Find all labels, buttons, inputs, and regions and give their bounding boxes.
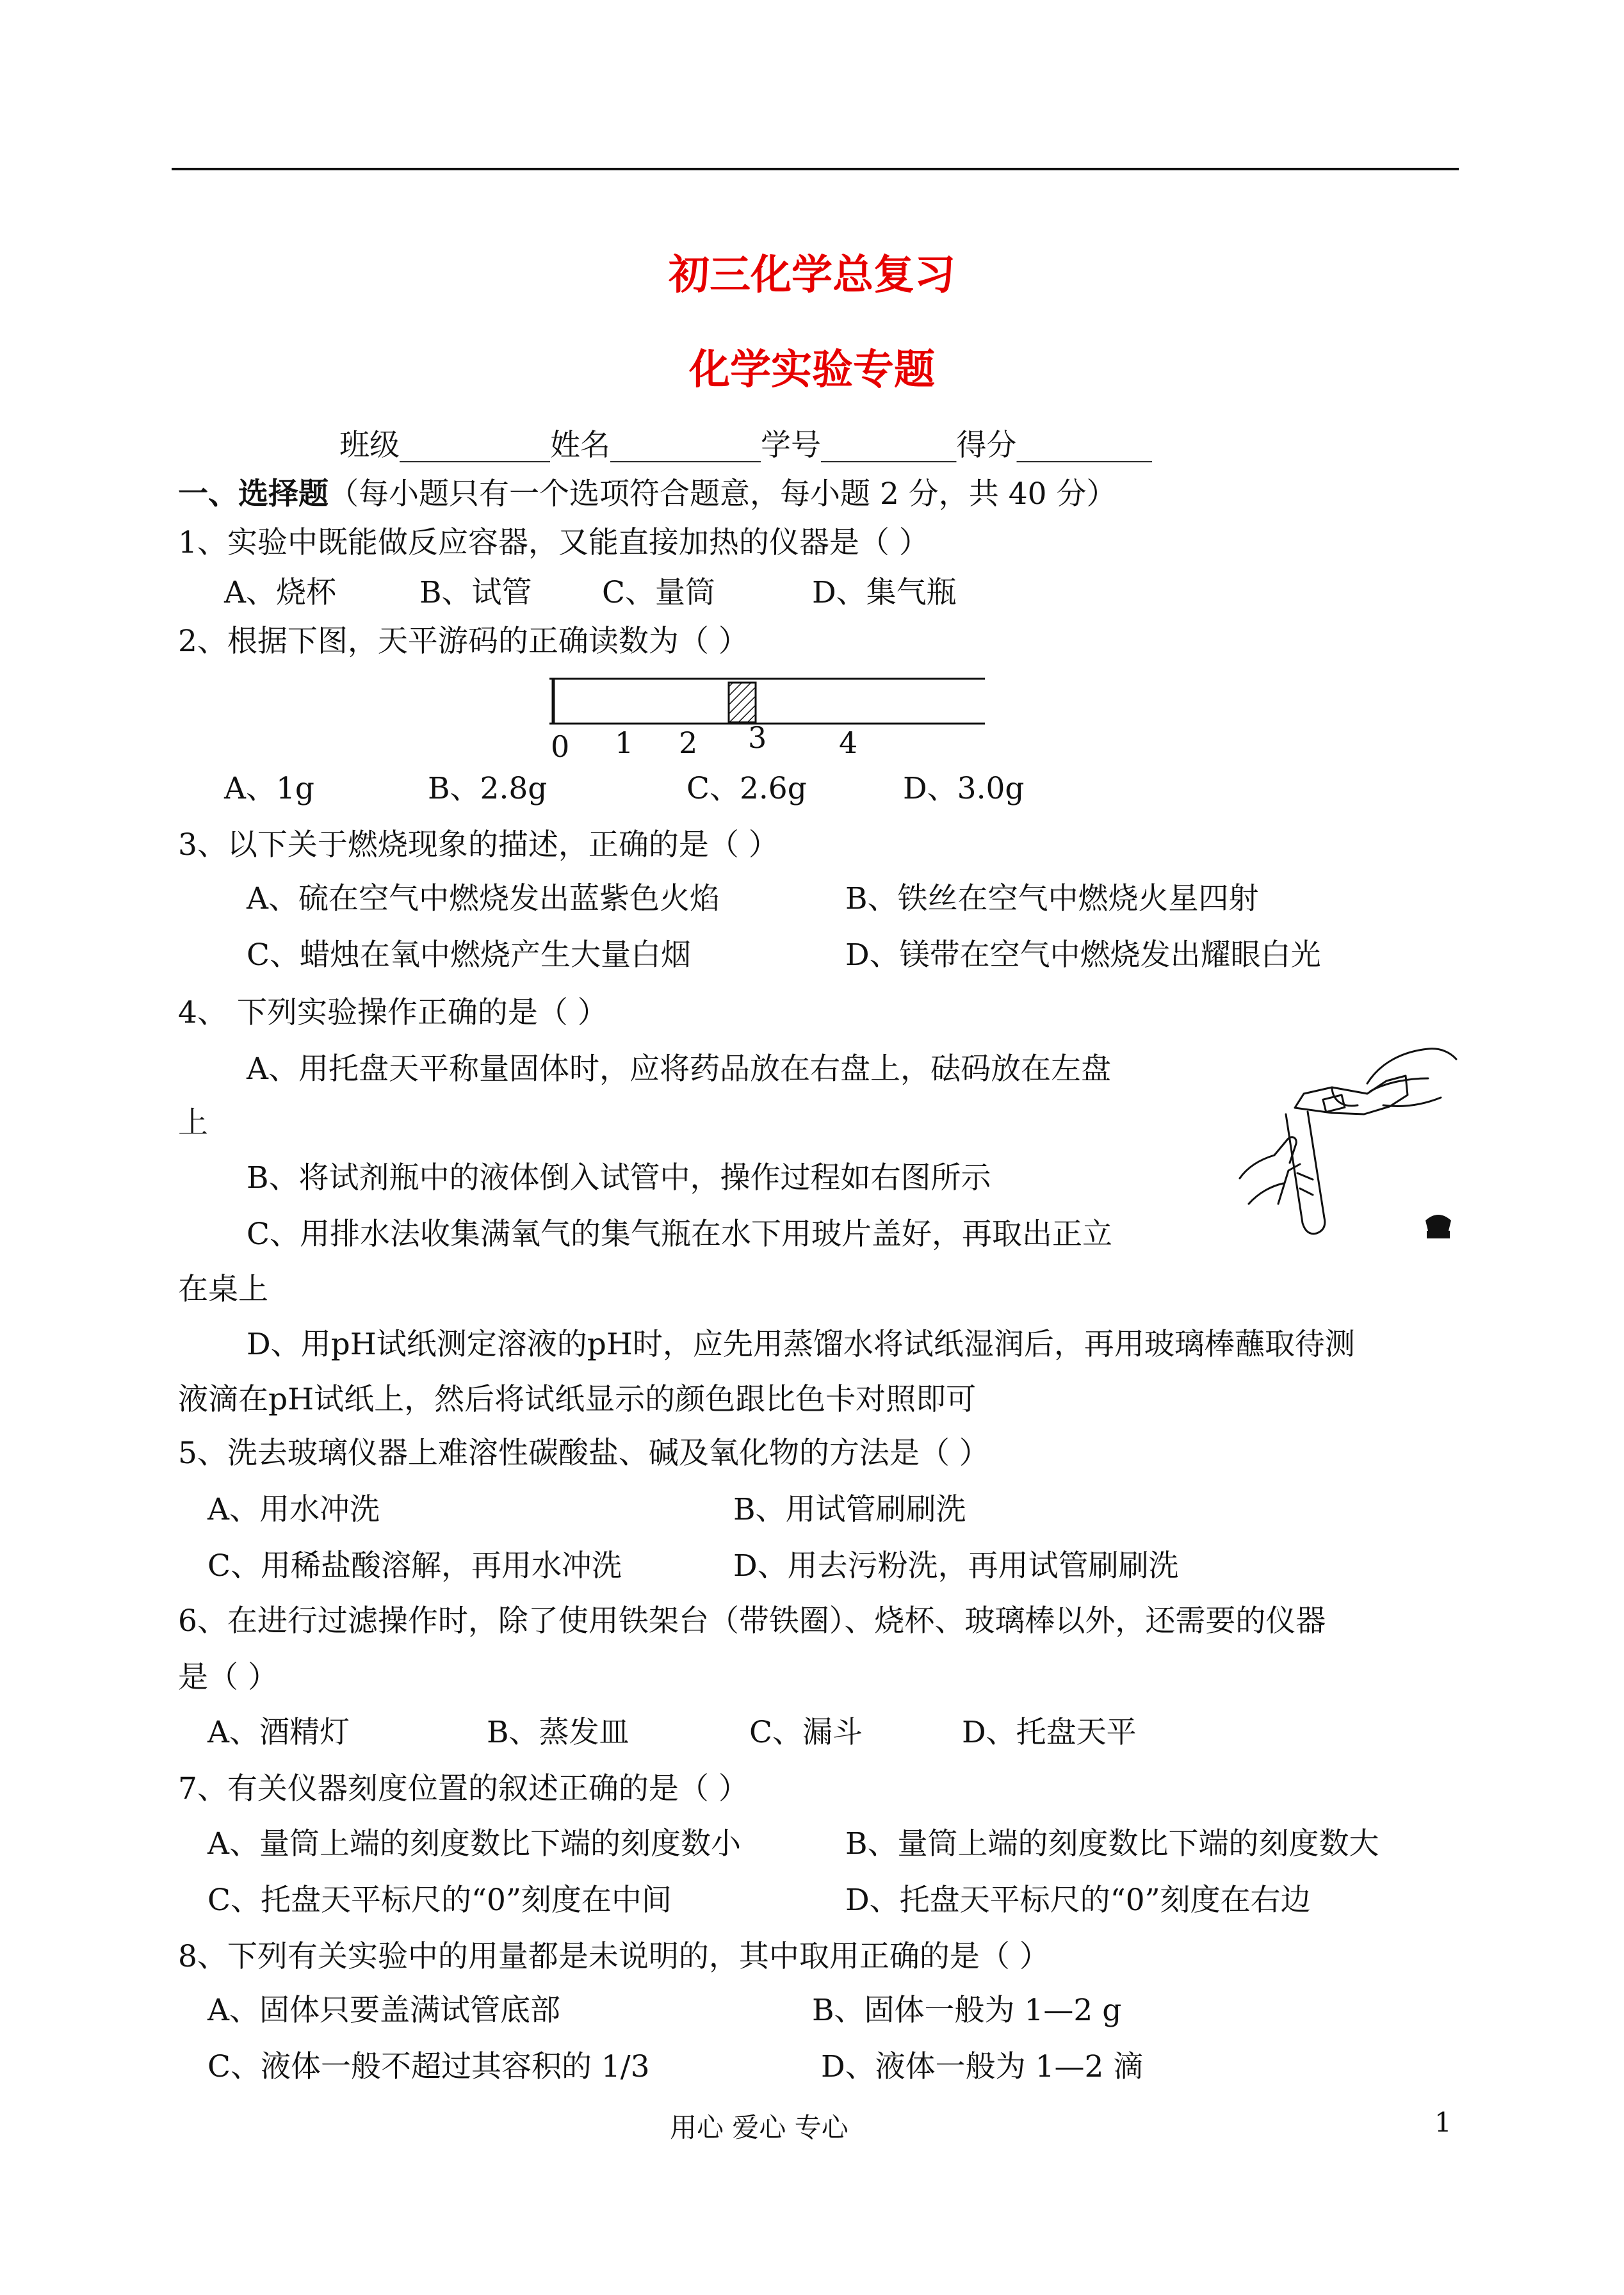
q2-option-c: C、2.6g	[686, 771, 807, 806]
question-3-stem: 3、以下关于燃烧现象的描述，正确的是（ ）	[178, 827, 779, 863]
question-4-stem: 4、 下列实验操作正确的是（ ）	[178, 995, 608, 1030]
scale-label-3: 3	[748, 720, 767, 755]
q5-option-d: D、用去污粉洗，再用试管刷刷洗	[733, 1548, 1179, 1584]
q6-option-d: D、托盘天平	[962, 1715, 1137, 1750]
q4-line-d: D、用pH试纸测定溶液的pH时，应先用蒸馏水将试纸湿润后，再用玻璃棒蘸取待测	[247, 1327, 1355, 1362]
balance-rider-scale-figure	[525, 672, 999, 768]
question-2-stem: 2、根据下图，天平游码的正确读数为（ ）	[178, 624, 749, 659]
q4-line-c: C、用排水法收集满氧气的集气瓶在水下用玻片盖好，再取出正立	[247, 1217, 1112, 1252]
q8-option-a: A、固体只要盖满试管底部	[207, 1993, 560, 2028]
q1-option-c: C、量筒	[602, 575, 715, 610]
q5-option-c: C、用稀盐酸溶解，再用水冲洗	[207, 1548, 622, 1584]
q4-line-a-cont: 上	[178, 1105, 208, 1140]
q6-option-b: B、蒸发皿	[487, 1715, 629, 1750]
section-note: （每小题只有一个选项符合题意，每小题 2 分，共 40 分）	[329, 476, 1117, 512]
q3-option-c: C、蜡烛在氧中燃烧产生大量白烟	[247, 937, 691, 973]
q2-option-a: A、1g	[224, 771, 314, 806]
q7-option-a: A、量筒上端的刻度数比下端的刻度数小	[207, 1826, 741, 1861]
q5-option-a: A、用水冲洗	[207, 1492, 380, 1527]
reagent-bottle	[1295, 1076, 1408, 1114]
question-7-stem: 7、有关仪器刻度位置的叙述正确的是（ ）	[178, 1771, 749, 1806]
scale-label-1: 1	[615, 726, 634, 760]
question-5-stem: 5、洗去玻璃仪器上难溶性碳酸盐、碱及氧化物的方法是（ ）	[178, 1436, 989, 1471]
pouring-liquid-figure	[1236, 1012, 1460, 1242]
q6-option-c: C、漏斗	[749, 1715, 863, 1750]
q4-line-a: A、用托盘天平称量固体时，应将药品放在右盘上，砝码放在左盘	[247, 1051, 1111, 1087]
rider-weight	[729, 683, 756, 722]
q8-option-c: C、液体一般不超过其容积的 1/3	[207, 2049, 650, 2084]
page-number: 1	[1434, 2107, 1452, 2138]
q8-option-d: D、液体一般为 1—2 滴	[821, 2049, 1144, 2084]
q8-option-b: B、固体一般为 1—2 g	[812, 1993, 1122, 2028]
student-info-line: 班级__________姓名__________学号_________得分_________	[339, 428, 1152, 463]
section-heading: 一、选择题	[178, 476, 329, 512]
header-rule	[172, 168, 1459, 170]
q1-option-d: D、集气瓶	[812, 575, 957, 610]
bottle-stopper	[1425, 1215, 1451, 1238]
question-6-stem: 6、在进行过滤操作时，除了使用铁架台（带铁圈）、烧杯、玻璃棒以外，还需要的仪器	[178, 1603, 1326, 1639]
q3-option-a: A、硫在空气中燃烧发出蓝紫色火焰	[247, 881, 720, 916]
q4-line-b: B、将试剂瓶中的液体倒入试管中，操作过程如右图所示	[247, 1160, 991, 1196]
q1-option-b: B、试管	[419, 575, 532, 610]
page-title: 初三化学总复习	[669, 251, 955, 299]
q2-option-d: D、3.0g	[903, 771, 1025, 806]
scale-label-0: 0	[551, 729, 570, 764]
q4-line-c-cont: 在桌上	[178, 1272, 268, 1307]
scale-label-4: 4	[839, 726, 858, 760]
question-8-stem: 8、下列有关实验中的用量都是未说明的，其中取用正确的是（ ）	[178, 1939, 1050, 1974]
question-6-stem-cont: 是（ ）	[178, 1660, 278, 1695]
q1-option-a: A、烧杯	[224, 575, 336, 610]
q5-option-b: B、用试管刷刷洗	[733, 1492, 966, 1527]
section-heading-row	[178, 475, 1116, 514]
scale-label-2: 2	[679, 726, 698, 760]
q6-option-a: A、酒精灯	[207, 1715, 350, 1750]
footer-motto: 用心 爱心 专心	[670, 2112, 849, 2143]
q3-option-d: D、镁带在空气中燃烧发出耀眼白光	[845, 937, 1321, 973]
q7-option-d: D、托盘天平标尺的“0”刻度在右边	[845, 1883, 1311, 1918]
test-tube	[1286, 1112, 1325, 1234]
q2-option-b: B、2.8g	[428, 771, 548, 806]
q7-option-c: C、托盘天平标尺的“0”刻度在中间	[207, 1883, 672, 1918]
right-hand	[1367, 1049, 1456, 1083]
q4-line-d-cont: 液滴在pH试纸上，然后将试纸显示的颜色跟比色卡对照即可	[178, 1382, 977, 1417]
question-1-stem: 1、实验中既能做反应容器，又能直接加热的仪器是（ ）	[178, 525, 929, 560]
q3-option-b: B、铁丝在空气中燃烧火星四射	[845, 881, 1259, 916]
page-subtitle: 化学实验专题	[689, 346, 935, 394]
q7-option-b: B、量筒上端的刻度数比下端的刻度数大	[845, 1826, 1379, 1861]
